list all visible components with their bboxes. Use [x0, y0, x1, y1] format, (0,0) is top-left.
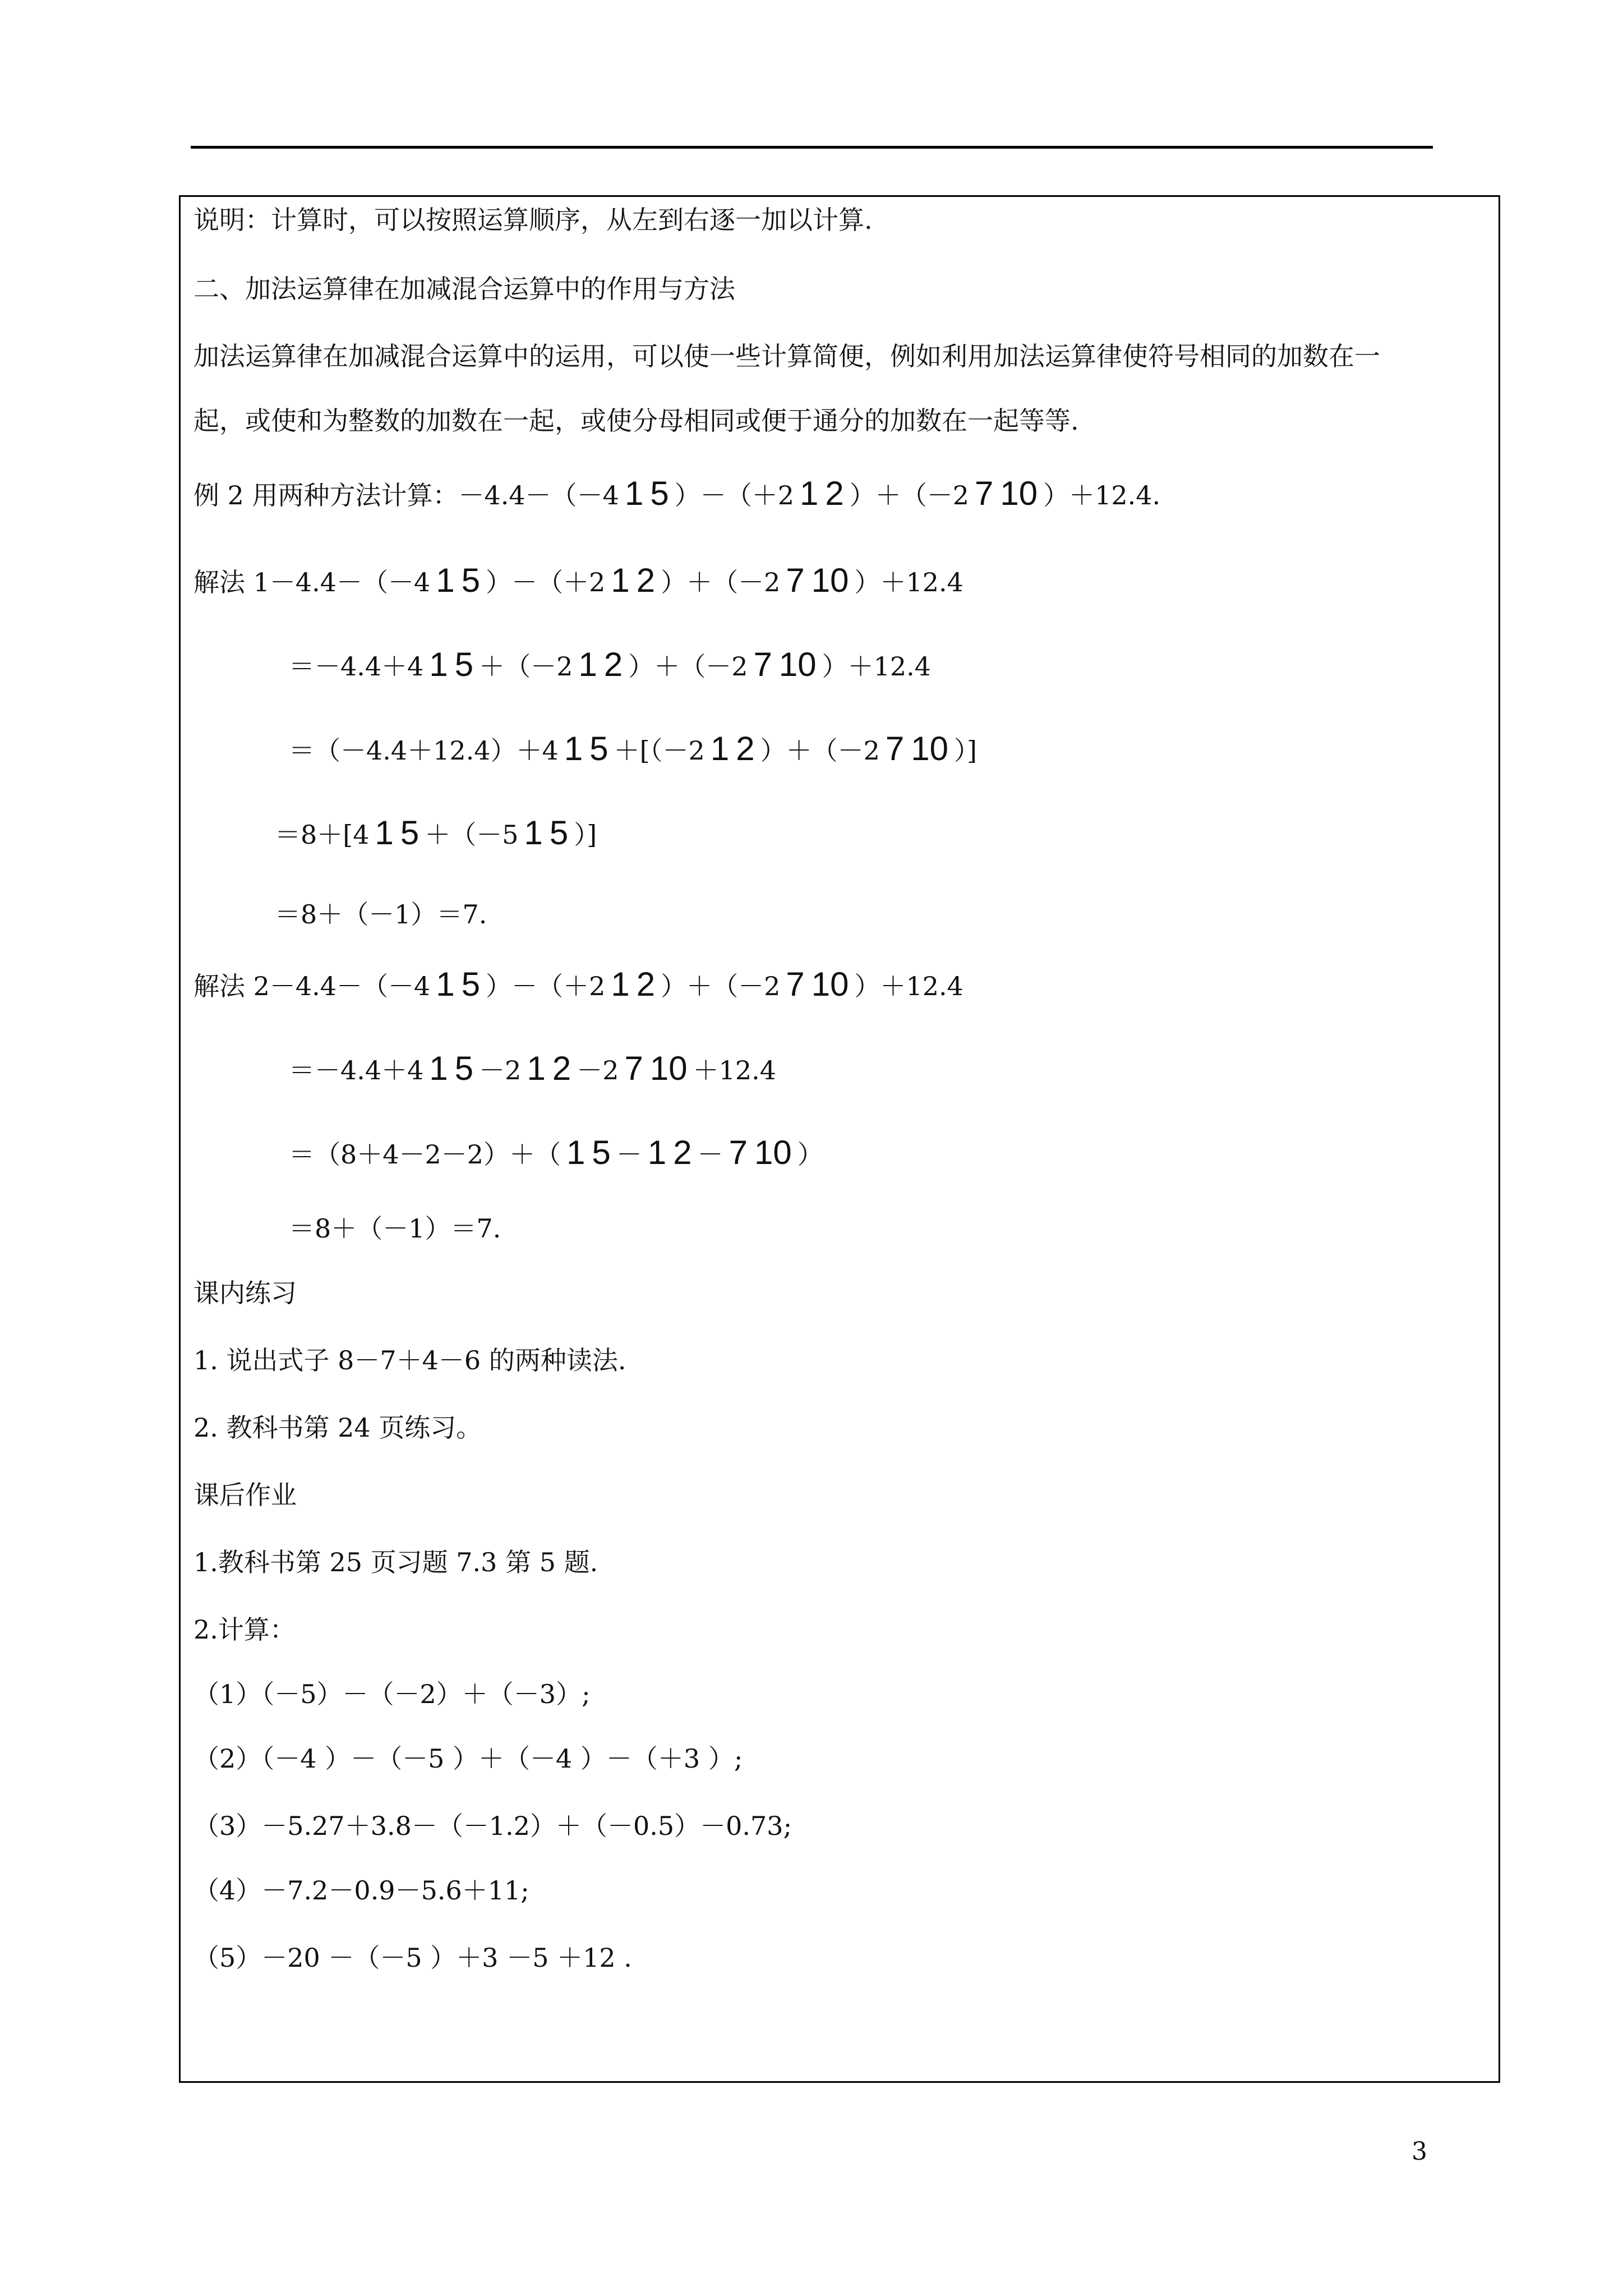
- practice-title: 课内练习: [193, 1278, 297, 1308]
- section-heading: 二、加法运算律在加减混合运算中的作用与方法: [193, 274, 735, 304]
- denominator: 5: [461, 965, 481, 1003]
- fraction: [563, 1133, 614, 1172]
- denominator: 5: [549, 814, 569, 852]
- fraction: [621, 474, 672, 513]
- denominator: 10: [754, 1134, 792, 1171]
- exercise-item: （3）－5.27＋3.8－（－1.2）＋（－0.5）－0.73;: [193, 1811, 792, 1841]
- text: ）]: [953, 735, 977, 766]
- fraction: [882, 729, 952, 769]
- text: －2: [577, 1055, 619, 1085]
- text: ＋12.4: [693, 1055, 777, 1085]
- homework-item: 1.教科书第 25 页习题 7.3 第 5 题.: [193, 1547, 598, 1577]
- denominator: 2: [636, 562, 656, 599]
- fraction: [432, 965, 483, 1004]
- numerator: 1: [611, 562, 630, 599]
- denominator: 5: [461, 562, 481, 599]
- numerator: 7: [786, 965, 805, 1003]
- numerator: 7: [786, 562, 805, 599]
- paragraph-line: 加法运算律在加减混合运算中的运用，可以使一些计算简便，例如利用加法运算律使符号相同的加数在一: [193, 341, 1380, 371]
- denominator: 5: [650, 475, 669, 512]
- solution-label: 解法 1: [193, 567, 270, 597]
- denominator: 2: [603, 646, 623, 683]
- text: －4.4－（－4: [269, 971, 431, 1001]
- homework-item: 2.计算：: [193, 1614, 296, 1645]
- text: ＝（8＋4－2－2）＋（: [289, 1139, 561, 1170]
- text: ）＋（－2: [760, 735, 880, 766]
- fraction: [971, 474, 1041, 513]
- exercise-item: （5）－20 －（－5 ）＋3 －5 ＋12 .: [193, 1943, 632, 1973]
- exercise-item: （1）（－5）－（－2）＋（－3）;: [193, 1679, 591, 1709]
- text: ）＋（－2: [661, 971, 781, 1001]
- denominator: 5: [400, 814, 419, 852]
- numerator: 1: [710, 730, 730, 767]
- fraction: [707, 729, 758, 769]
- denominator: 2: [825, 475, 844, 512]
- numerator: 1: [578, 646, 597, 683]
- fraction: [782, 561, 852, 600]
- text: －2: [479, 1055, 522, 1085]
- numerator: 1: [429, 646, 448, 683]
- text: ）＋12.4: [854, 567, 963, 597]
- denominator: 5: [589, 730, 608, 767]
- denominator: 10: [649, 1050, 688, 1087]
- numerator: 1: [429, 1050, 448, 1087]
- denominator: 10: [811, 562, 849, 599]
- text: ）]: [574, 820, 597, 850]
- text: ）－（＋2: [486, 971, 606, 1001]
- text: ）－（＋2: [486, 567, 606, 597]
- numerator: 1: [375, 814, 394, 852]
- fraction: [621, 1049, 690, 1088]
- homework-title: 课后作业: [193, 1480, 297, 1510]
- numerator: 7: [975, 475, 994, 512]
- fraction: [426, 1049, 477, 1088]
- fraction: [796, 474, 847, 513]
- fraction: [371, 813, 422, 853]
- practice-item: 1. 说出式子 8－7＋4－6 的两种读法.: [193, 1345, 626, 1375]
- text: ＝（－4.4＋12.4）＋4: [289, 735, 559, 766]
- text: ）＋（－2: [661, 567, 781, 597]
- solution1-step: [275, 777, 597, 889]
- solution-label: 解法 2: [193, 971, 270, 1001]
- header-rule: [191, 146, 1433, 149]
- solution2-step: [289, 1097, 823, 1209]
- denominator: 10: [811, 965, 849, 1003]
- text: ）＋12.4: [822, 651, 932, 682]
- denominator: 2: [636, 965, 656, 1003]
- exercise-item: （4）－7.2－0.9－5.6＋11;: [193, 1875, 529, 1906]
- text: －: [697, 1139, 723, 1170]
- text: ＝－4.4＋4: [289, 651, 424, 682]
- solution1-result: ＝8＋（－1）＝7.: [275, 899, 487, 930]
- fraction: [750, 645, 819, 684]
- denominator: 10: [911, 730, 948, 767]
- fraction: [644, 1133, 695, 1172]
- numerator: 1: [524, 814, 543, 852]
- numerator: 1: [527, 1050, 546, 1087]
- numerator: 7: [753, 646, 772, 683]
- numerator: 1: [436, 965, 455, 1003]
- numerator: 1: [647, 1134, 667, 1171]
- note-line: 说明：计算时，可以按照运算顺序，从左到右逐一加以计算.: [193, 205, 873, 235]
- denominator: 5: [454, 1050, 474, 1087]
- text: ＋[（－2: [614, 735, 705, 766]
- denominator: 10: [778, 646, 817, 683]
- text: ）＋（－2: [628, 651, 748, 682]
- denominator: 2: [552, 1050, 571, 1087]
- denominator: 5: [454, 646, 474, 683]
- text: ）＋12.4.: [1043, 480, 1161, 510]
- numerator: 1: [624, 475, 644, 512]
- text: ）＋（－2: [849, 480, 969, 510]
- fraction: [575, 645, 626, 684]
- fraction: [607, 561, 658, 600]
- denominator: 2: [736, 730, 755, 767]
- text: ）: [797, 1139, 823, 1170]
- denominator: 5: [592, 1134, 611, 1171]
- text: ）－（＋2: [674, 480, 794, 510]
- practice-item: 2. 教科书第 24 页练习。: [193, 1412, 482, 1443]
- solution2-result: ＝8＋（－1）＝7.: [289, 1213, 501, 1244]
- text: ）＋12.4: [854, 971, 963, 1001]
- text: ＋（－2: [479, 651, 573, 682]
- numerator: 7: [624, 1050, 643, 1087]
- numerator: 1: [799, 475, 819, 512]
- numerator: 1: [611, 965, 630, 1003]
- fraction: [432, 561, 483, 600]
- fraction: [561, 729, 612, 769]
- numerator: 1: [566, 1134, 585, 1171]
- exercise-item: （2）（－4 ）－（－5 ）＋（－4 ）－（＋3 ）;: [193, 1743, 743, 1774]
- denominator: 10: [1000, 475, 1038, 512]
- numerator: 7: [885, 730, 905, 767]
- text: ＝－4.4＋4: [289, 1055, 424, 1085]
- text: －4.4－（－4: [269, 567, 431, 597]
- numerator: 1: [564, 730, 583, 767]
- numerator: 7: [728, 1134, 748, 1171]
- denominator: 2: [673, 1134, 692, 1171]
- fraction: [523, 1049, 574, 1088]
- text: －: [616, 1139, 642, 1170]
- text: 例 2 用两种方法计算：－4.4－（－4: [193, 480, 619, 510]
- text: ＝8＋[4: [275, 820, 370, 850]
- fraction: [726, 1133, 795, 1172]
- text: ＋（－5: [425, 820, 519, 850]
- paragraph-line: 起，或使和为整数的加数在一起，或使分母相同或便于通分的加数在一起等等.: [193, 406, 1079, 436]
- numerator: 1: [436, 562, 455, 599]
- fraction: [607, 965, 658, 1004]
- fraction: [426, 645, 477, 684]
- fraction: [521, 813, 572, 853]
- fraction: [782, 965, 852, 1004]
- page-number: 3: [1412, 2137, 1427, 2166]
